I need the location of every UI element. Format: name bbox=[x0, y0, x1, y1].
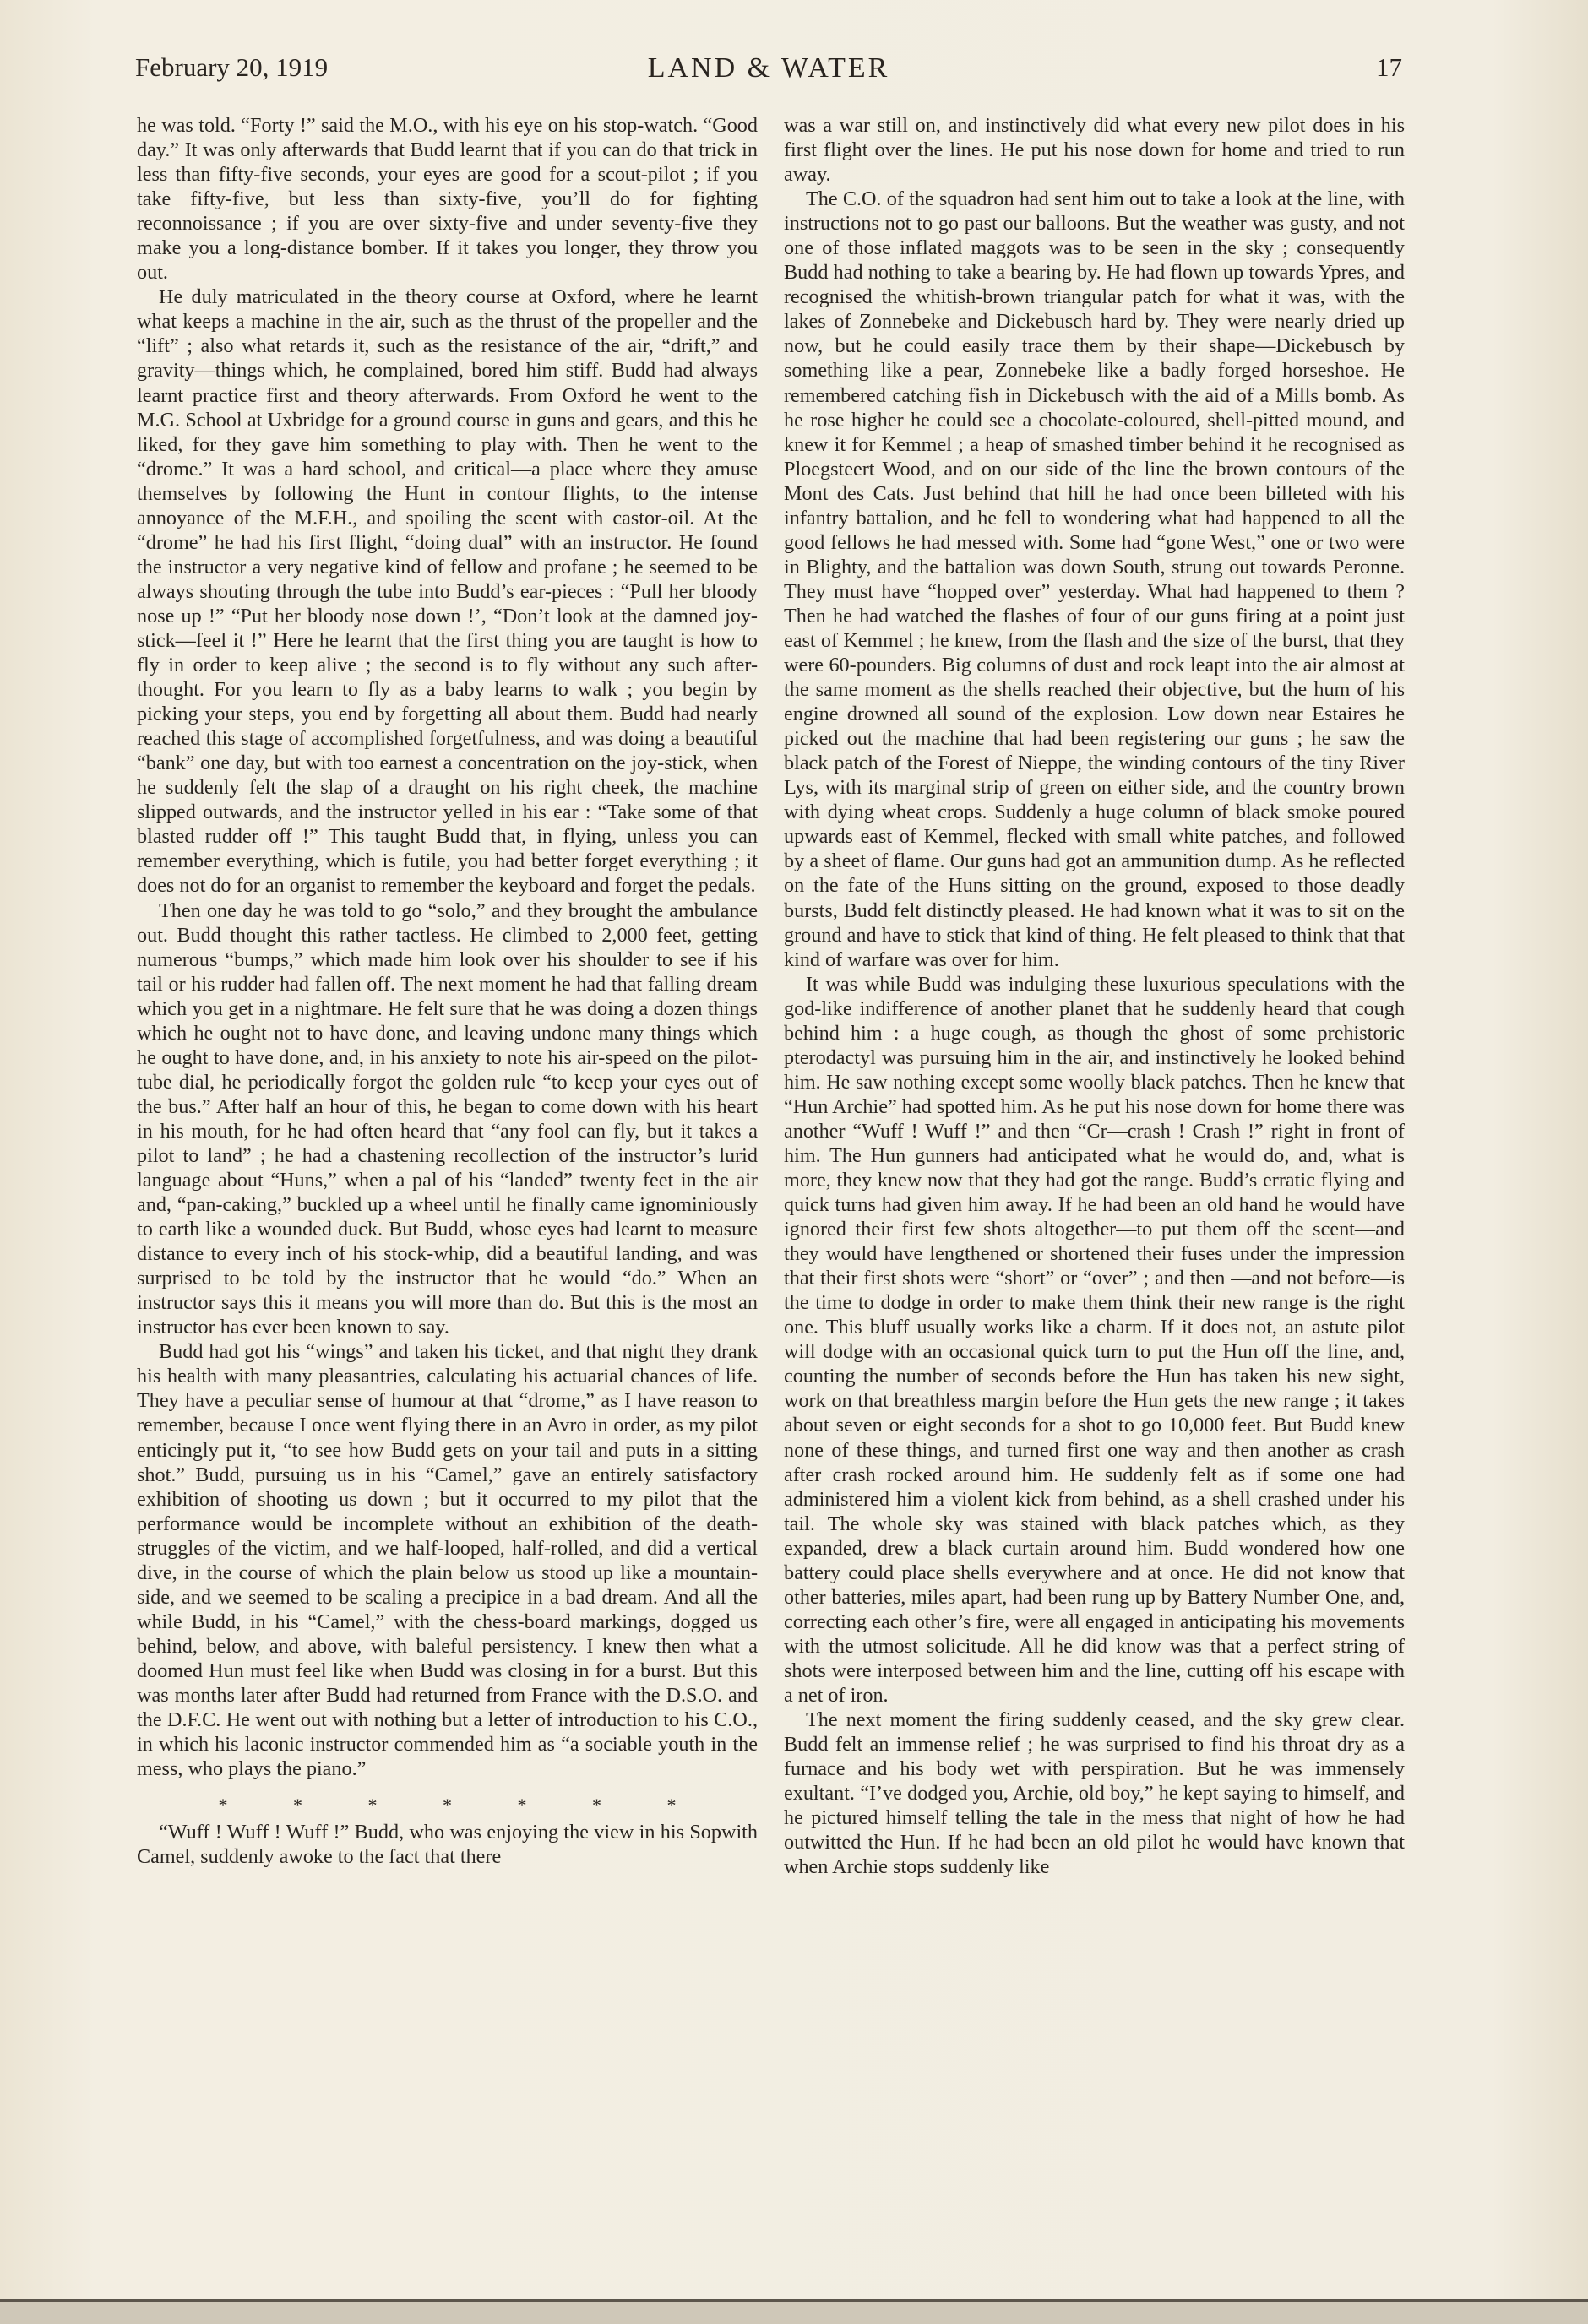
paragraph: The C.O. of the squadron had sent him out to take a look at the line, with instructions not to go past our balloons. But the weather was gusty, and not one of those inflated maggots was to be seen in the sky ; consequently Budd had nothing to take a bearing by. He had flown up towards Ypres, and recognised the whitish-brown triangular patch for what it was, with the lakes of Zonnebeke and Dickebusch hard by. They were nearly dried up now, but he could easily trace them by their shape—Dickebusch by something like a pear, Zonnebeke like a badly forged horseshoe. He remembered catching fish in Dickebusch with the aid of a Mills bomb. As he rose higher he could see a chocolate-coloured, shell-pitted mound, and knew it for Kemmel ; a heap of smashed timber behind it he recognised as Ploegsteert Wood, and on our side of the line the brown contours of the Mont des Cats. Just behind that hill he had once been billeted with his infantry battalion, and he fell to wondering what had happened to all the good fellows he had messed with. Some had “gone West,” one or two were in Blighty, and the battalion was down South, strung out towards Peronne. They must have “hopped over” yesterday. What had happened to them ? Then he had watched the flashes of four of our guns firing at a point just east of Kemmel ; he knew, from the flash and the size of the burst, that they were 60-pounders. Big columns of dust and rock leapt into the air almost at the same moment as the shells reached their objective, but the hum of his engine drowned all sound of the explosion. Low down near Estaires he picked out the machine that had been registering our guns ; he saw the black patch of the Forest of Nieppe, the winding contours of the tiny River Lys, with its marginal strip of green on either side, and the country brown with dying wheat crops. Suddenly a huge column of black smoke poured upwards east of Kemmel, flecked with small white patches, and followed by a sheet of flame. Our guns had got an ammunition dump. As he reflected on the fate of the Huns sitting on the ground, exposed to those deadly bursts, Budd felt distinctly pleased. He had known what it was to sit on the ground and have to stick that kind of thing. He felt pleased to think that that kind of warfare was over for him. bbox=[784, 187, 1405, 971]
running-header bbox=[135, 52, 1402, 95]
left-column bbox=[137, 113, 758, 1869]
paragraph: Then one day he was told to go “solo,” and they brought the ambulance out. Budd thought this rather tactless. He climbed to 2,000 feet, getting numerous “bumps,” which made him look over his shoulder to see if his tail or his rudder had fallen off. The next moment he had that falling dream which you get in a nightmare. He felt sure that he was doing a dozen things which he ought not to have done, and leaving undone many things which he ought to have done, and, in his anxiety to note his air-speed on the pilot-tube dial, he periodically forgot the golden rule “to keep your eyes out of the bus.” After half an hour of this, he began to come down with his heart in his mouth, for he had often heard that “any fool can fly, but it takes a pilot to land” ; he had a chastening recollection of the instructor’s lurid language about “Huns,” when a pal of his “landed” twenty feet in the air and, “pan-caking,” buckled up a wheel until he finally came ignominiously to earth like a wounded duck. But Budd, whose eyes had learnt to measure distance to every inch of his stock-whip, did a beautiful landing, and was surprised to be told by the instructor that he would “do.” When an instructor says this it means you will more than do. But this is the most an instructor has ever been known to say. bbox=[137, 899, 758, 1339]
paragraph: he was told. “Forty !” said the M.O., with his eye on his stop-watch. “Good day.” It was only afterwards that Budd learnt that if you can do that trick in less than fifty-five seconds, your eyes are good for a scout-pilot ; if you take fifty-five, but less than sixty-five, you’ll do for fighting reconnoissance ; if you are over sixty-five and under seventy-five they make you a long-distance bomber. If it takes you longer, they throw you out. bbox=[137, 114, 758, 285]
paragraph: “Wuff ! Wuff ! Wuff !” Budd, who was enjoying the view in his Sopwith Camel, suddenly awoke to the fact that there bbox=[137, 1821, 758, 1869]
paragraph: was a war still on, and instinctively did what every new pilot does in his first flight over the lines. He put his nose down for home and tried to run away. bbox=[784, 114, 1405, 187]
publication-title: LAND & WATER bbox=[647, 52, 890, 84]
paragraph: Budd had got his “wings” and taken his ticket, and that night they drank his health with many pleasantries, calculating his actuarial chances of life. They have a peculiar sense of humour at that “drome,” as I have reason to remember, because I once went flying there in an Avro in order, as my pilot enticingly put it, “to see how Budd gets on your tail and puts in a sitting shot.” Budd, pursuing us in his “Camel,” gave an entirely satisfactory exhibition of shooting us down ; but it occurred to my pilot that the performance would be incomplete without an exhibition of the death-struggles of the victim, and we half-looped, half-rolled, and did a vertical dive, in the course of which the plain below us stood up like a mountain-side, and we seemed to be scaling a precipice in a bad dream. And all the while Budd, in his “Camel,” with the chess-board markings, dogged us behind, below, and above, with baleful persistency. I knew then what a doomed Hun must feel like when Budd was closing in for a burst. But this was months later after Budd had returned from France with the D.S.O. and the D.F.C. He went out with nothing but a letter of introduction to his C.O., in which his laconic instructor commended him as “a sociable youth in the mess, who plays the piano.” bbox=[137, 1340, 758, 1781]
section-separator: * * * * * * * bbox=[218, 1795, 707, 1816]
paragraph: The next moment the firing suddenly ceased, and the sky grew clear. Budd felt an immense relief ; he was surprised to find his throat dry as a furnace and his body wet with perspiration. But he was immensely exultant. “I’ve dodged you, Archie, old boy,” he kept saying to himself, and he pictured himself telling the tale in the mess that night of how he had outwitted the Hun. If he had been an old pilot he would have known that when Archie stops suddenly like bbox=[784, 1708, 1405, 1879]
page-number: 17 bbox=[1376, 52, 1402, 82]
issue-date: February 20, 1919 bbox=[135, 52, 329, 82]
paragraph: It was while Budd was indulging these luxurious speculations with the god-like indifference of another planet that he suddenly heard that cough behind him : a huge cough, as though the ghost of some prehistoric pterodactyl was pursuing him in the air, and instinctively he looked behind him. He saw nothing except some woolly black patches. Then he knew that “Hun Archie” had spotted him. As he put his nose down for home there was another “Wuff ! Wuff !” and then “Cr—crash ! Crash !” right in front of him. The Hun gunners had anticipated what he would do, and, what is more, they knew now that they had got the range. Budd’s erratic flying and quick turns had given him away. If he had been an old hand he would have ignored their first few shots altogether—to put them off the scent—and they would have lengthened or shortened their fuses under the impression that their first shots were “short” or “over” ; and then —and not before—is the time to dodge in order to make them think their new range is the right one. This bluff usually works like a charm. If it does not, an astute pilot will dodge with an occasional quick turn to put the Hun off the line, and, counting the number of seconds before the Hun has taken his new sight, work on that breathless margin before the Hun gets the new range ; it takes about seven or eight seconds for a shot to go 10,000 feet. But Budd knew none of these things, and turned first one way and then another as crash after crash rocked around him. He suddenly felt as if some one had administered him a violent kick from behind, as a shell crashed under his tail. The whole sky was stained with black patches which, as they expanded, drew a black curtain around him. Budd wondered how one battery could place shells everywhere and at once. He did not know that other batteries, miles apart, had been rung up by Battery Number One, and, correcting each other’s fire, were all engaged in anticipating his movements with the utmost solicitude. All he did know was that a perfect string of shots were interposed between him and the line, cutting off his escape with a net of iron. bbox=[784, 972, 1405, 1707]
page-bottom-edge bbox=[0, 2302, 1588, 2324]
right-column bbox=[784, 113, 1405, 1879]
paragraph: He duly matriculated in the theory course at Oxford, where he learnt what keeps a machine in the air, such as the thrust of the propeller and the “lift” ; also what retards it, such as the resistance of the air, “drift,” and gravity—things which, he complained, bored him stiff. Budd had always learnt practice first and theory afterwards. From Oxford he went to the M.G. School at Uxbridge for a ground course in guns and gears, and this he liked, for they gave him something to play with. Then he went to the “drome.” It was a hard school, and critical—a place where they amuse themselves by following the Hunt in contour flights, to the intense annoyance of the M.F.H., and spoiling the scent with castor-oil. At the “drome” he had his first flight, “doing dual” with an instructor. He found the instructor a very negative kind of fellow and profane ; he seemed to be always shouting through the tube into Budd’s ear-pieces : “Pull her bloody nose up !” “Put her bloody nose down !’, “Don’t look at the damned joy-stick—feel it !” Here he learnt that the first thing you are taught is how to fly in order to keep alive ; the second is to fly without any such after-thought. For you learn to fly as a baby learns to walk ; you begin by picking your steps, you end by forgetting all about them. Budd had nearly reached this stage of accomplished forgetfulness, and was doing a beautiful “bank” one day, but with too earnest a concentration on the joy-stick, when he suddenly felt the slap of a draught on his right cheek, the machine slipped outwards, and the instructor yelled in his ear : “Take some of that blasted rudder off !” This taught Budd that, in flying, unless you can remember everything, which is futile, you had better forget everything ; it does not do for an organist to remember the keyboard and forget the pedals. bbox=[137, 285, 758, 898]
